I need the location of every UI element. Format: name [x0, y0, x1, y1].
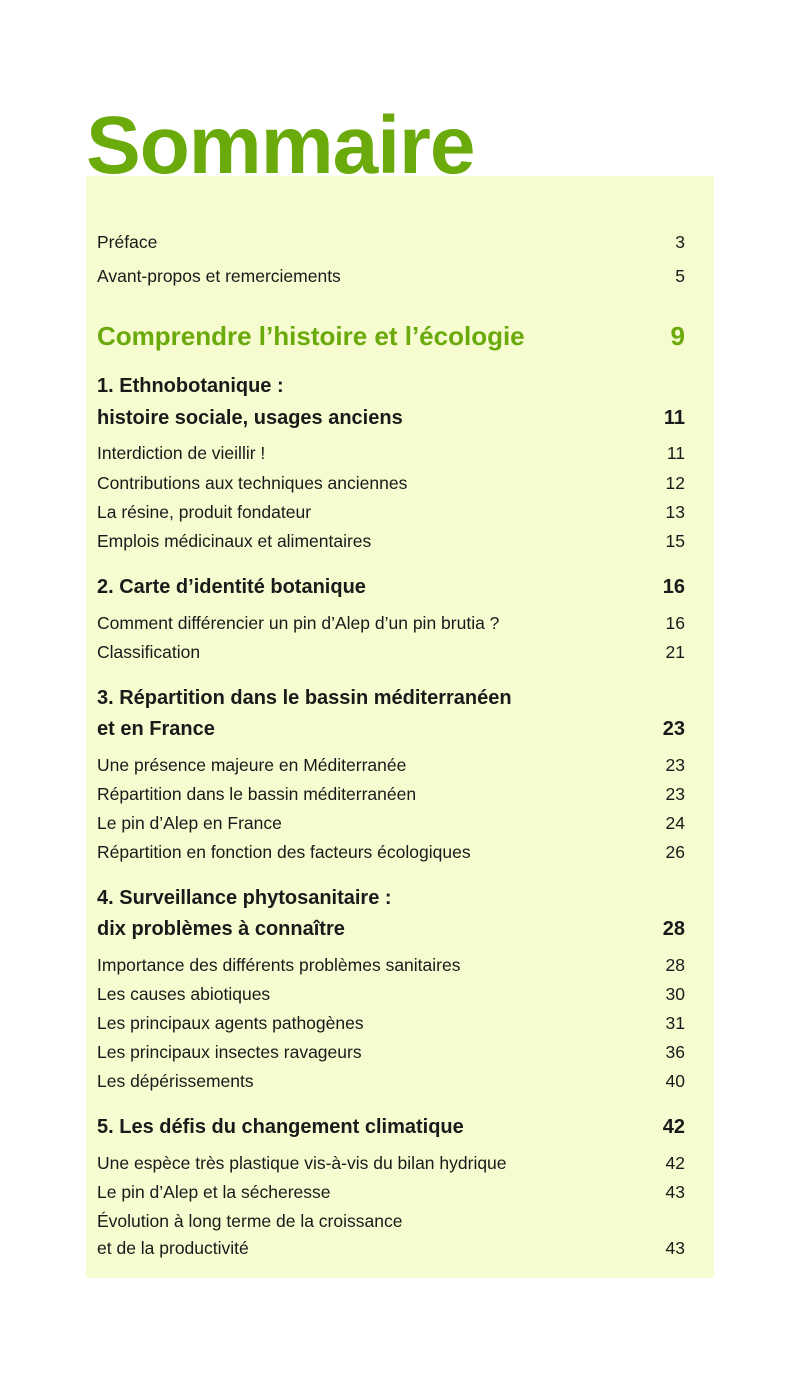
chapter-label: dix problèmes à connaître: [97, 918, 345, 940]
part-label: Comprendre l’histoire et l’écologie: [97, 321, 525, 351]
entry-label: Le pin d’Alep et la sécheresse: [97, 1182, 331, 1202]
toc-entry[interactable]: [97, 781, 685, 807]
chapter-label: et en France: [97, 718, 215, 740]
entry-label: Classification: [97, 642, 201, 662]
toc-entry[interactable]: [97, 1039, 685, 1065]
toc-entry[interactable]: [97, 229, 685, 255]
toc-entry[interactable]: [97, 440, 685, 466]
entry-page: 16: [665, 613, 685, 633]
entry-label: Une présence majeure en Méditerranée: [97, 755, 407, 775]
toc-entry[interactable]: [97, 528, 685, 554]
toc-entry[interactable]: [97, 1208, 685, 1234]
entry-page: 40: [665, 1071, 685, 1091]
entry-label: Préface: [97, 232, 158, 252]
chapter-label: 3. Répartition dans le bassin méditerranéen: [97, 687, 512, 709]
entry-label: Avant-propos et remerciements: [97, 266, 341, 286]
entry-label: Importance des différents problèmes sanitaires: [97, 955, 461, 975]
chapter-heading[interactable]: [97, 685, 685, 711]
toc-entry[interactable]: [97, 499, 685, 525]
toc-entry[interactable]: [97, 263, 685, 289]
entry-label: Les principaux insectes ravageurs: [97, 1042, 362, 1062]
entry-page: 13: [665, 502, 685, 522]
entry-label: Contributions aux techniques anciennes: [97, 473, 408, 493]
toc-entry[interactable]: [97, 610, 685, 636]
entry-label: Une espèce très plastique vis-à-vis du bilan hydrique: [97, 1153, 507, 1173]
entry-label: et de la productivité: [97, 1238, 249, 1258]
chapter-page: 23: [662, 718, 685, 740]
chapter-page: 42: [662, 1116, 685, 1138]
entry-label: Interdiction de vieillir !: [97, 443, 266, 463]
chapter-heading[interactable]: [97, 716, 685, 742]
toc-entry[interactable]: [97, 810, 685, 836]
chapter-label: 5. Les défis du changement climatique: [97, 1116, 464, 1138]
entry-label: Les causes abiotiques: [97, 984, 271, 1004]
toc-entry[interactable]: [97, 1010, 685, 1036]
chapter-page: 16: [662, 576, 685, 598]
entry-label: Évolution à long terme de la croissance: [97, 1211, 403, 1231]
entry-label: Comment différencier un pin d’Alep d’un pin brutia ?: [97, 613, 500, 633]
chapter-page: 11: [663, 407, 685, 429]
toc-entry[interactable]: [97, 470, 685, 496]
part-page: 9: [670, 321, 685, 351]
chapter-label: 4. Surveillance phytosanitaire :: [97, 887, 392, 909]
page-title: Sommaire: [86, 100, 475, 191]
toc-entry[interactable]: [97, 1150, 685, 1176]
entry-page: 36: [665, 1042, 685, 1062]
entry-page: 26: [665, 842, 685, 862]
entry-page: 11: [666, 443, 685, 463]
entry-label: Le pin d’Alep en France: [97, 813, 282, 833]
entry-page: 43: [665, 1238, 685, 1258]
chapter-heading[interactable]: [97, 373, 685, 399]
entry-page: 3: [675, 232, 685, 252]
entry-label: Répartition en fonction des facteurs écologiques: [97, 842, 471, 862]
entry-label: Répartition dans le bassin méditerranéen: [97, 784, 417, 804]
entry-page: 23: [665, 755, 685, 775]
entry-page: 28: [665, 955, 685, 975]
toc-entry[interactable]: [97, 1235, 685, 1261]
chapter-label: histoire sociale, usages anciens: [97, 407, 403, 429]
entry-label: Les dépérissements: [97, 1071, 254, 1091]
entry-page: 23: [665, 784, 685, 804]
chapter-heading[interactable]: [97, 574, 685, 600]
entry-label: Les principaux agents pathogènes: [97, 1013, 364, 1033]
toc-entry[interactable]: [97, 1179, 685, 1205]
toc-entry[interactable]: [97, 752, 685, 778]
entry-page: 43: [665, 1182, 685, 1202]
entry-page: 24: [665, 813, 685, 833]
chapter-heading[interactable]: [97, 916, 685, 942]
chapter-heading[interactable]: [97, 1114, 685, 1140]
entry-page: 15: [665, 531, 685, 551]
chapter-label: 1. Ethnobotanique :: [97, 375, 284, 397]
entry-label: La résine, produit fondateur: [97, 502, 312, 522]
entry-page: 21: [665, 642, 685, 662]
toc-entry[interactable]: [97, 1068, 685, 1094]
toc-entry[interactable]: [97, 981, 685, 1007]
toc-entry[interactable]: [97, 639, 685, 665]
part-heading[interactable]: [97, 319, 685, 353]
toc-entry[interactable]: [97, 952, 685, 978]
chapter-page: 28: [662, 918, 685, 940]
chapter-heading[interactable]: [97, 885, 685, 911]
chapter-label: 2. Carte d’identité botanique: [97, 576, 366, 598]
entry-label: Emplois médicinaux et alimentaires: [97, 531, 372, 551]
toc-entry[interactable]: [97, 839, 685, 865]
chapter-heading[interactable]: [97, 405, 685, 431]
entry-page: 5: [675, 266, 685, 286]
entry-page: 31: [665, 1013, 685, 1033]
entry-page: 42: [665, 1153, 685, 1173]
entry-page: 30: [665, 984, 685, 1004]
entry-page: 12: [665, 473, 685, 493]
